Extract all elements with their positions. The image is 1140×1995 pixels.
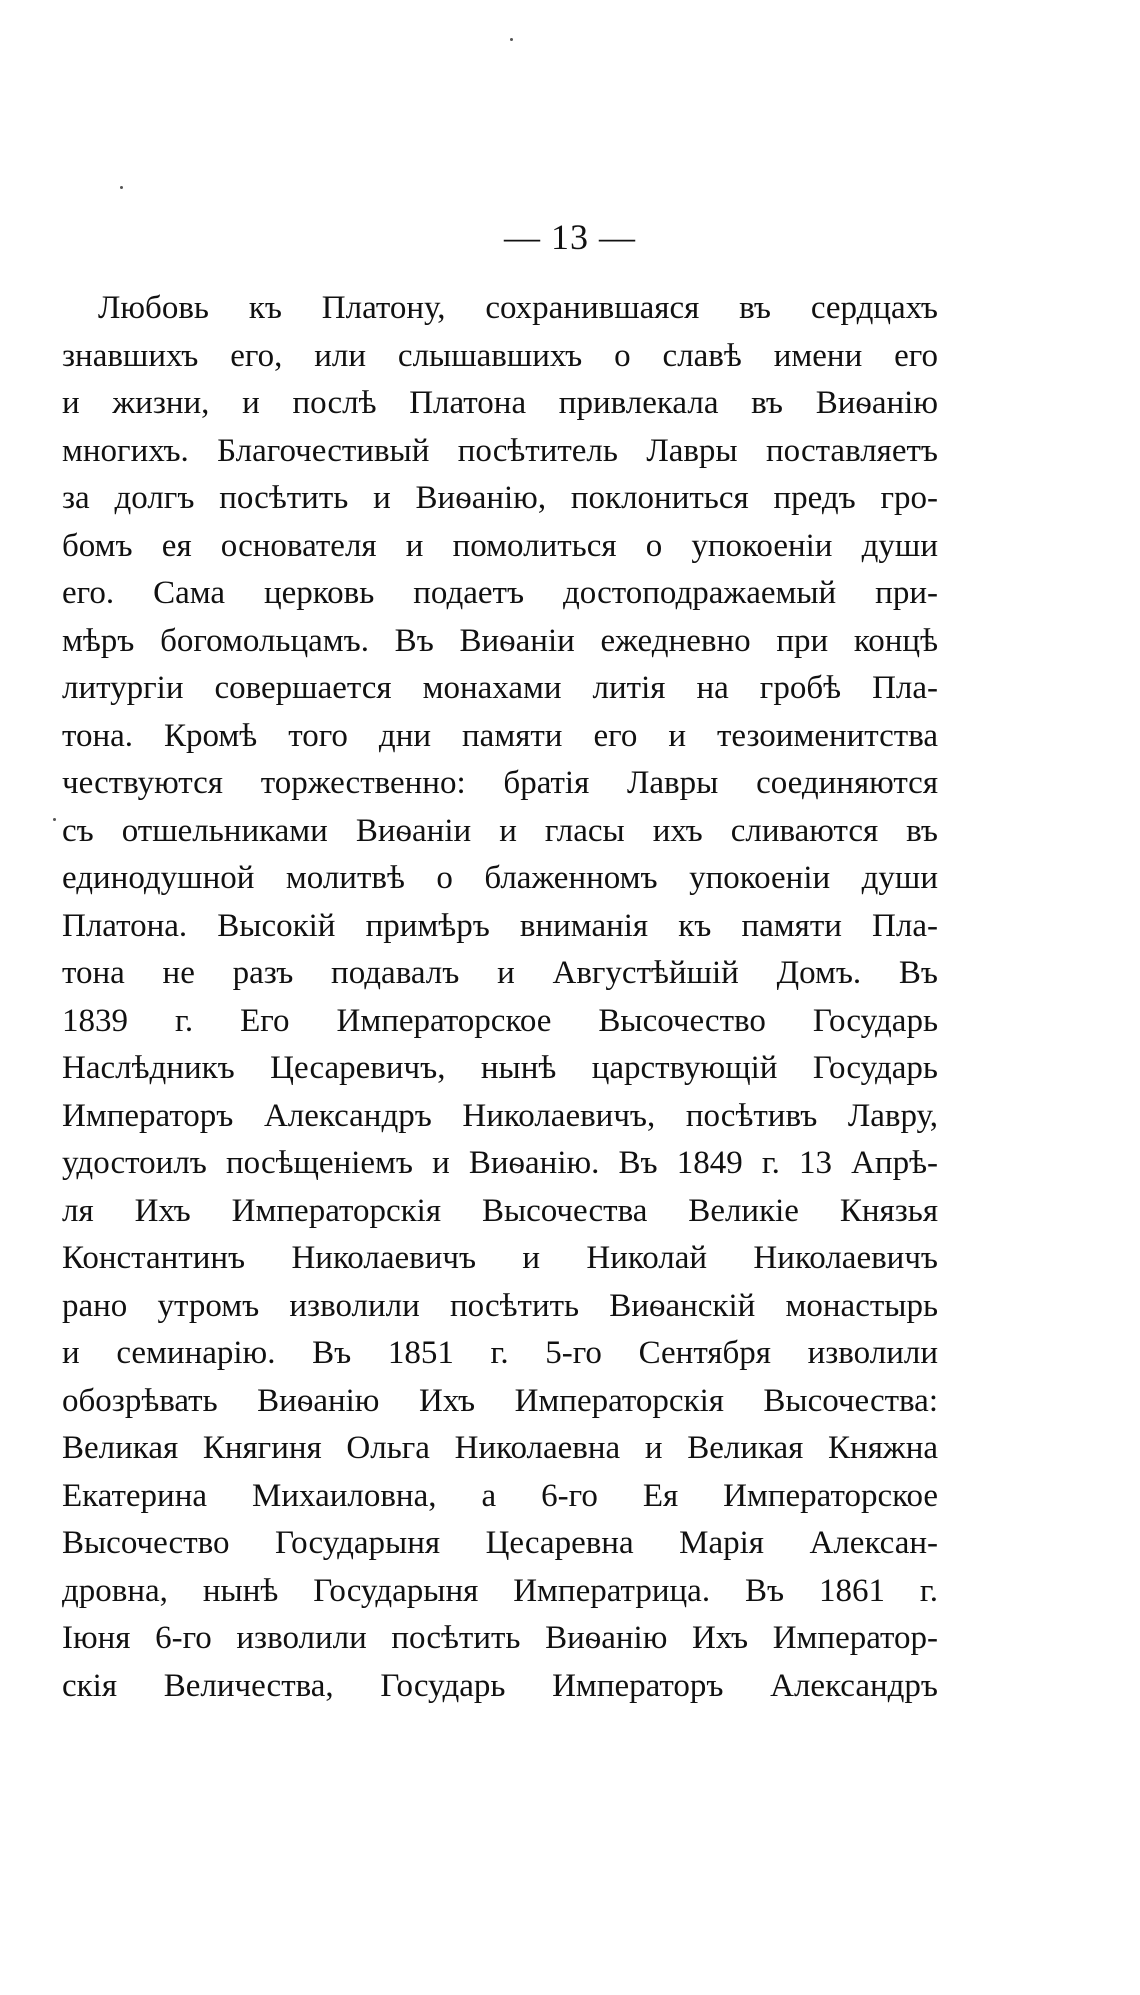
page-number: — 13 — [504,217,636,257]
text-line: Іюня 6-го изволили посѣтить Виѳанію Ихъ Император- [62,1620,938,1656]
text-line: Константинъ Николаевичъ и Николай Николаевичъ [62,1240,938,1276]
text-line: 1839 г. Его Императорское Высочество Государь [62,1002,938,1039]
text-line: ля Ихъ Императорскія Высочества Великіе Князья [62,1192,938,1229]
text-line: единодушной молитвѣ о блаженномъ упокоеніи души [62,860,938,896]
text-line: рано утромъ изволили посѣтить Виѳанскій монастырь [62,1287,938,1324]
text-line: Великая Княгиня Ольга Николаевна и Великая Княжна [62,1430,938,1466]
body-text [62,285,938,1710]
text-line: обозрѣвать Виѳанію Ихъ Императорскія Высочества: [62,1382,938,1419]
text-line: скія Величества, Государь Императоръ Александръ [62,1667,938,1704]
text-line: Екатерина Михаиловна, а 6-го Ея Императорское [62,1477,938,1514]
text-line: Платона. Высокій примѣръ вниманія къ памяти Пла- [62,907,938,944]
print-speck [120,186,123,189]
text-line: тона. Кромѣ того дни памяти его и тезоименитства [62,717,938,754]
text-line: чествуются торжественно: братія Лавры соединяются [62,765,938,801]
text-line: за долгъ посѣтить и Виѳанію, поклониться предъ гро- [62,480,938,516]
text-line: и жизни, и послѣ Платона привлекала въ Виѳанію [62,385,938,421]
text-line: Любовь къ Платону, сохранившаяся въ сердцахъ [98,290,938,326]
text-line: многихъ. Благочестивый посѣтитель Лавры поставляетъ [62,432,938,469]
text-line: съ отшельниками Виѳаніи и гласы ихъ сливаются въ [62,812,938,849]
print-speck [510,38,513,41]
print-speck [53,818,56,821]
text-line: его. Сама церковь подаетъ достоподражаемый при- [62,575,938,611]
text-line: Наслѣдникъ Цесаревичъ, нынѣ царствующій Государь [62,1050,938,1086]
text-line: дровна, нынѣ Государыня Императрица. Въ 1861 г. [62,1572,938,1609]
text-line: Высочество Государыня Цесаревна Марія Алексан- [62,1525,938,1561]
text-line: бомъ ея основателя и помолиться о упокоеніи души [62,527,938,564]
text-line: литургіи совершается монахами литія на гробѣ Пла- [62,670,938,706]
text-line: знавшихъ его, или слышавшихъ о славѣ имени его [62,337,938,374]
text-line: и семинарію. Въ 1851 г. 5-го Сентября изволили [62,1335,938,1371]
text-line: тона не разъ подавалъ и Августѣйшій Домъ. Въ [62,955,938,991]
text-line: удостоилъ посѣщеніемъ и Виѳанію. Въ 1849 г. 13 Апрѣ- [62,1145,938,1181]
text-line: мѣръ богомольцамъ. Въ Виѳаніи ежедневно при концѣ [62,622,938,659]
text-line: Императоръ Александръ Николаевичъ, посѣтивъ Лавру, [62,1097,938,1134]
